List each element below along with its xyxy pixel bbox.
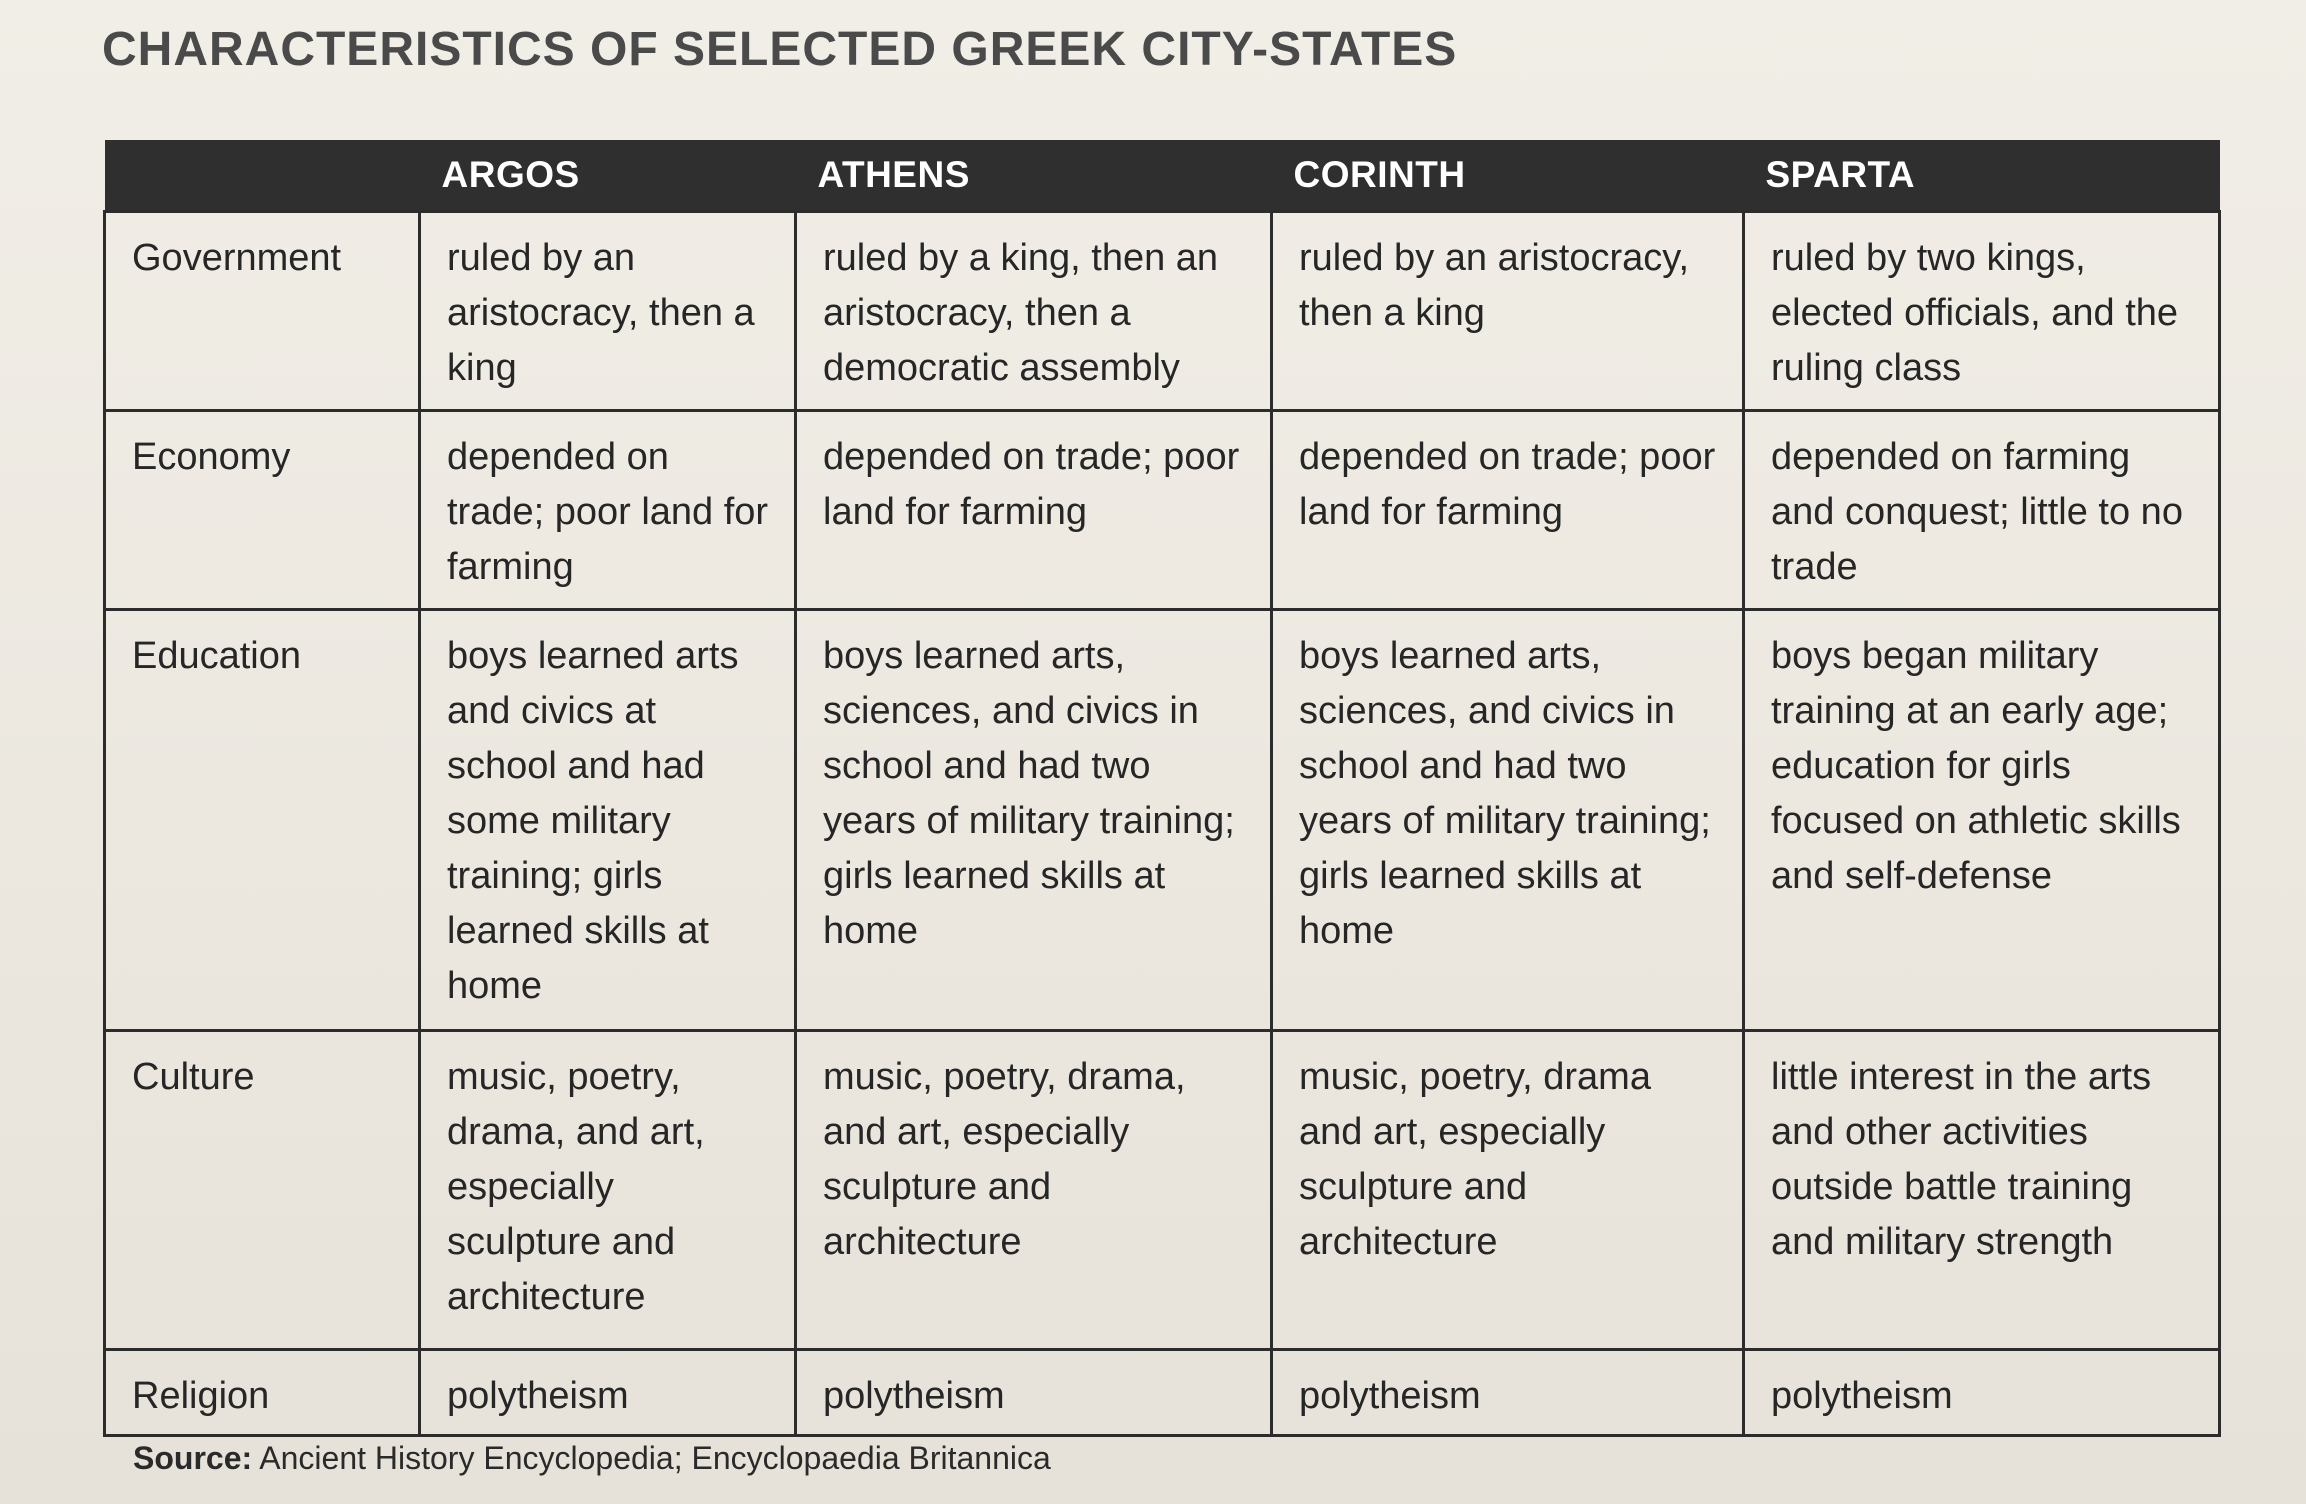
table-cell: music, poetry, drama, and art, especially sculpture and architecture	[796, 1031, 1272, 1350]
page-title: CHARACTERISTICS OF SELECTED GREEK CITY-STATES	[102, 23, 1458, 76]
table-cell: depended on trade; poor land for farming	[420, 411, 796, 610]
table-cell: depended on trade; poor land for farming	[796, 411, 1272, 610]
table-header-row	[105, 140, 2220, 212]
table-cell: boys learned arts and civics at school and had some military training; girls learned skills at home	[420, 610, 796, 1031]
table-cell: polytheism	[420, 1350, 796, 1436]
table-cell: ruled by two kings, elected officials, and the ruling class	[1744, 212, 2220, 411]
table-cell: polytheism	[1744, 1350, 2220, 1436]
source-text: Ancient History Encyclopedia; Encyclopaedia Britannica	[259, 1440, 1051, 1476]
table-cell: ruled by an aristocracy, then a king	[1272, 212, 1744, 411]
column-header-corinth: CORINTH	[1272, 140, 1744, 212]
column-header-blank	[105, 140, 420, 212]
table-cell: music, poetry, drama, and art, especially sculpture and architecture	[420, 1031, 796, 1350]
table-cell: ruled by a king, then an aristocracy, then a democratic assembly	[796, 212, 1272, 411]
table-cell: polytheism	[1272, 1350, 1744, 1436]
row-header-culture: Culture	[105, 1031, 420, 1350]
city-states-table	[103, 140, 2221, 1437]
table-row-economy	[105, 411, 2220, 610]
table-cell: little interest in the arts and other activities outside battle training and military strength	[1744, 1031, 2220, 1350]
table-cell: music, poetry, drama and art, especially sculpture and architecture	[1272, 1031, 1744, 1350]
source-label: Source:	[133, 1440, 253, 1476]
row-header-government: Government	[105, 212, 420, 411]
city-states-table-container	[103, 140, 2218, 1437]
source-note	[133, 1440, 1051, 1477]
table-cell: boys learned arts, sciences, and civics in school and had two years of military training; girls learned skills at home	[1272, 610, 1744, 1031]
row-header-education: Education	[105, 610, 420, 1031]
table-row-government	[105, 212, 2220, 411]
column-header-sparta: SPARTA	[1744, 140, 2220, 212]
column-header-argos: ARGOS	[420, 140, 796, 212]
column-header-athens: ATHENS	[796, 140, 1272, 212]
table-cell: depended on farming and conquest; little to no trade	[1744, 411, 2220, 610]
table-cell: boys began military training at an early age; education for girls focused on athletic skills and self-defense	[1744, 610, 2220, 1031]
table-cell: ruled by an aristocracy, then a king	[420, 212, 796, 411]
table-row-religion	[105, 1350, 2220, 1436]
table-row-culture	[105, 1031, 2220, 1350]
table-cell: polytheism	[796, 1350, 1272, 1436]
table-row-education	[105, 610, 2220, 1031]
table-cell: depended on trade; poor land for farming	[1272, 411, 1744, 610]
row-header-religion: Religion	[105, 1350, 420, 1436]
row-header-economy: Economy	[105, 411, 420, 610]
table-cell: boys learned arts, sciences, and civics in school and had two years of military training; girls learned skills at home	[796, 610, 1272, 1031]
